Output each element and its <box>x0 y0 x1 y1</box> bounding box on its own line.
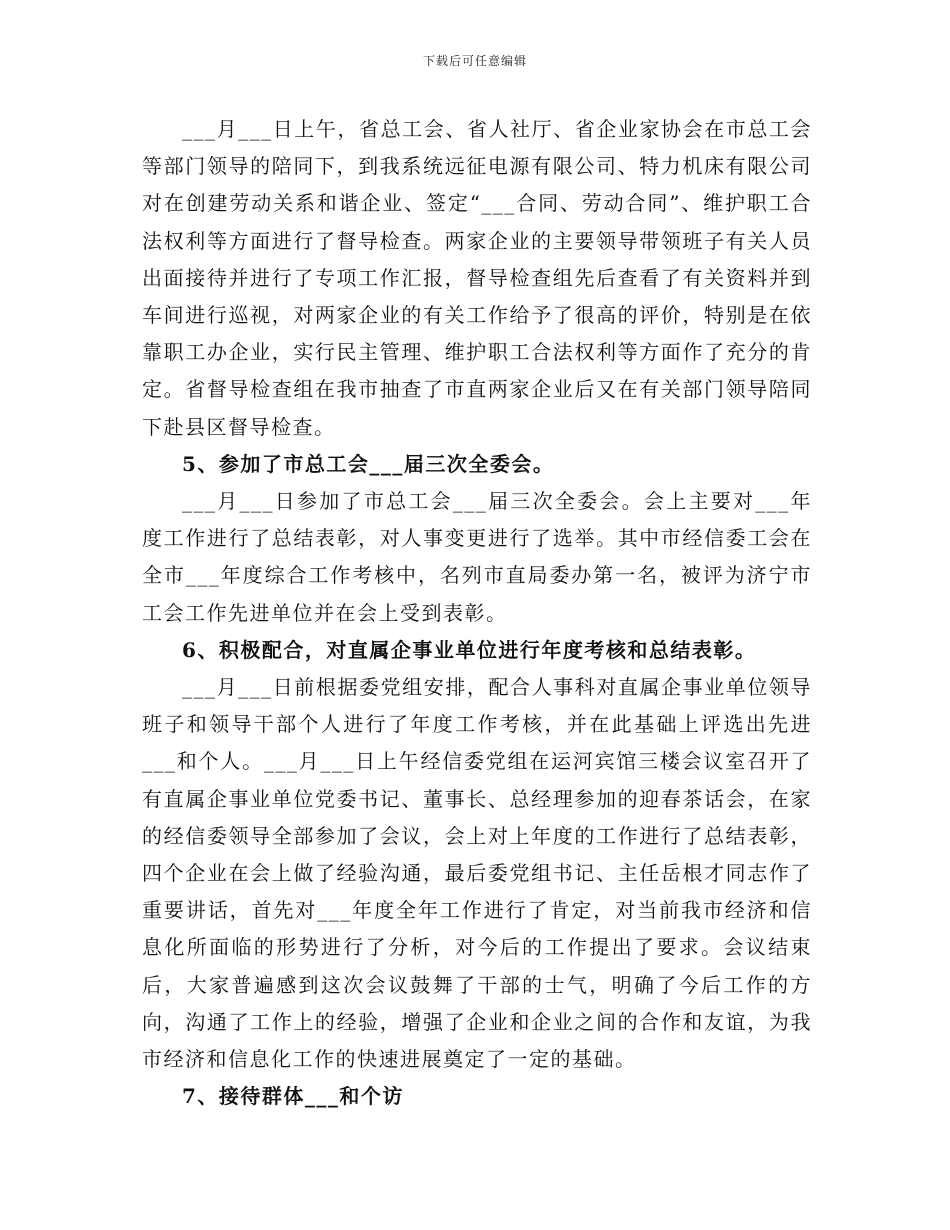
section-heading-6: 6、积极配合，对直属企事业单位进行年度考核和总结表彰。 <box>182 637 757 662</box>
page-header: 下载后可任意编辑 <box>422 54 527 68</box>
paragraph-inspection: ___月___日上午，省总工会、省人社厅、省企业家协会在市总工会等部门领导的陪同下，到我系统远征电源有限公司、特力机床有限公司对在创建劳动关系和谐企业、签定“___合同、劳动合同”、维护职工合法权利等方面进行了督导检查。两家企业的主要领导带领班子有关人员出面接待并进行了专项工作汇报，督导检查组先后查看了有关资料并到车间进行巡视，对两家企业的有关工作给予了很高的评价，特别是在依靠职工办企业，实行民主管理、维护职工合法权利等方面作了充分的肯定。省督导检查组在我市抽查了市直两家企业后又在有关部门领导陪同下赴县区督导检查。 <box>142 117 812 439</box>
document-body <box>142 111 812 1115</box>
section-heading-7: 7、接待群体___和个访 <box>182 1084 404 1109</box>
section-heading-5: 5、参加了市总工会___届三次全委会。 <box>182 451 555 476</box>
paragraph-annual-assessment: ___月___日前根据委党组安排，配合人事科对直属企事业单位领导班子和领导干部个人进行了年度工作考核，并在此基础上评选出先进___和个人。___月___日上午经信委党组在运河宾馆三楼会议室召开了有直属企事业单位党委书记、董事长、总经理参加的迎春茶话会，在家的经信委领导全部参加了会议，会上对上年度的工作进行了总结表彰，四个企业在会上做了经验沟通，最后委党组书记、主任岳根才同志作了重要讲话，首先对___年度全年工作进行了肯定，对当前我市经济和信息化所面临的形势进行了分析，对今后的工作提出了要求。会议结束后，大家普遍感到这次会议鼓舞了干部的士气，明确了今后工作的方向，沟通了工作上的经验，增强了企业和企业之间的合作和友谊，为我市经济和信息化工作的快速进展奠定了一定的基础。 <box>142 675 812 1072</box>
paragraph-plenary-meeting: ___月___日参加了市总工会___届三次全委会。会上主要对___年度工作进行了总结表彰，对人事变更进行了选举。其中市经信委工会在全市___年度综合工作考核中，名列市直局委办第一名，被评为济宁市工会工作先进单位并在会上受到表彰。 <box>142 489 812 625</box>
